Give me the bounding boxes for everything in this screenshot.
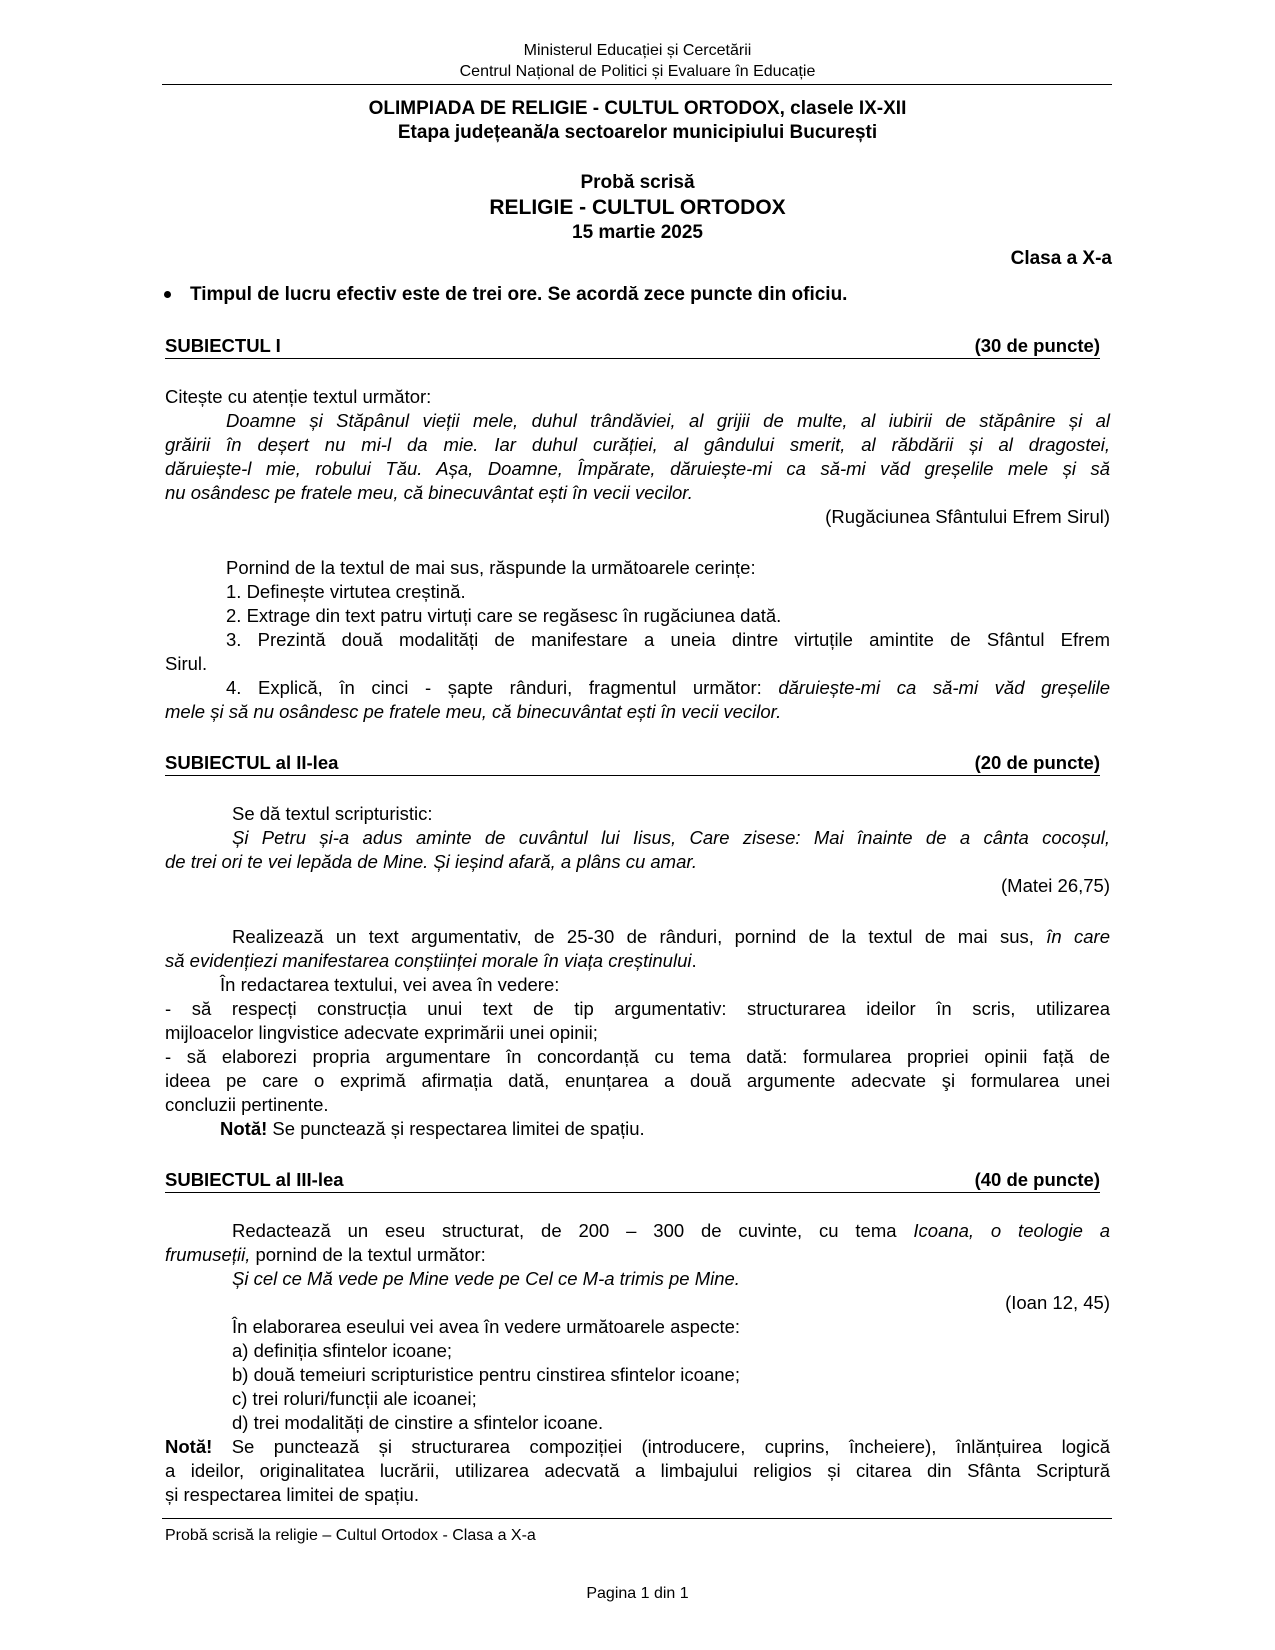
footer-text: Probă scrisă la religie – Cultul Ortodox - Clasa a X-a (165, 1527, 536, 1544)
subject-1-requirement-2: 2. Extrage din text patru virtuți care se regăsesc în rugăciunea dată. (226, 605, 782, 626)
subject-2-point-1: - să respecți construcția unui text de tip argumentativ: structurarea ideilor în scris, utilizarea (165, 998, 1110, 1019)
subject-2-task-text: Realizează un text argumentativ, de 25-30 de rânduri, pornind de la textul de mai sus, (232, 926, 1047, 947)
subject-2-points: (20 de puncte) (974, 752, 1100, 773)
subject-3-task-italic-2: frumuseții, (165, 1244, 251, 1265)
subject-1-points: (30 de puncte) (974, 335, 1100, 356)
subject-3-title: SUBIECTUL al III-lea (165, 1169, 344, 1190)
subject-2-note (220, 1117, 1110, 1141)
subject-3-aspects-intro: În elaborarea eseului vei avea în vedere următoarele aspecte: (232, 1316, 741, 1337)
subject-3-aspect-a: a) definiția sfintelor icoane; (232, 1340, 453, 1361)
subject-1-intro: Citește cu atenție textul următor: (165, 386, 432, 407)
stage-title: Etapa județeană/a sectoarelor municipiului București (397, 122, 878, 143)
subject-1-task-intro: Pornind de la textul de mai sus, răspunde la următoarele cerințe: (226, 557, 756, 578)
subject-2-task-cont (165, 949, 1110, 973)
olympiad-title: OLIMPIADA DE RELIGIE - CULTUL ORTODOX, clasele IX-XII (368, 98, 907, 119)
subject-3-aspect-c: c) trei roluri/funcții ale icoanei; (232, 1388, 477, 1409)
footer-divider (162, 1518, 1112, 1519)
subject-3-points: (40 de puncte) (974, 1169, 1100, 1190)
subject-3-task (232, 1219, 1110, 1243)
note-text: Se punctează și respectarea limitei de spațiu. (267, 1118, 645, 1139)
subject-1-requirement-4 (226, 676, 1110, 700)
subject-3-aspect-b: b) două temeiuri scripturistice pentru cinstirea sfintelor icoane; (232, 1364, 740, 1385)
subject-3-note (165, 1435, 1110, 1459)
subject-1-requirement-3: 3. Prezintă două modalități de manifestare a uneia dintre virtuțile amintite de Sfântul Efrem (226, 629, 1110, 650)
note-text: Se punctează și structurarea compoziției (introducere, cuprins, încheiere), înlănțuirea logică (212, 1436, 1110, 1457)
subject-2-task-italic-2: să evidențiezi manifestarea conștiinței morale în viața creștinului (165, 950, 692, 971)
subject-1-requirement-3-cont: Sirul. (165, 653, 208, 674)
note-label: Notă! (165, 1436, 213, 1457)
subject-3-heading (165, 1168, 1100, 1193)
time-instruction: Timpul de lucru efectiv este de trei ore. Se acordă zece puncte din oficiu. (190, 284, 848, 305)
subject-3-task-text: Redactează un eseu structurat, de 200 – 300 de cuvinte, cu tema (232, 1220, 914, 1241)
subject-1-requirement-4-cont: mele și să nu osândesc pe fratele meu, că binecuvântat ești în vecii vecilor. (165, 701, 782, 722)
subject-2-point-1-cont: mijloacelor lingvistice adecvate exprimării unei opinii; (165, 1022, 598, 1043)
bullet-icon (164, 291, 171, 298)
subject-2-quote-line: de trei ori te vei lepăda de Mine. Și ieșind afară, a plâns cu amar. (165, 851, 697, 872)
page-number: Pagina 1 din 1 (586, 1585, 689, 1602)
subject-1-heading (165, 334, 1100, 359)
subject-2-in-writing: În redactarea textului, vei avea în vedere: (220, 974, 560, 995)
subject-1-title: SUBIECTUL I (165, 335, 281, 356)
req4-text: 4. Explică, în cinci - șapte rânduri, fragmentul următor: (226, 677, 779, 698)
subject-2-intro: Se dă textul scripturistic: (232, 803, 433, 824)
ministry-name: Ministerul Educației și Cercetării (523, 42, 752, 59)
subject-3-source: (Ioan 12, 45) (1005, 1292, 1110, 1313)
evaluation-center-name: Centrul Național de Politici și Evaluare în Educație (459, 63, 816, 80)
subject-3-note-cont: și respectarea limitei de spațiu. (165, 1484, 419, 1505)
subject-1-source: (Rugăciunea Sfântului Efrem Sirul) (825, 506, 1110, 527)
subject-2-title: SUBIECTUL al II-lea (165, 752, 339, 773)
subject-2-heading (165, 751, 1100, 776)
req4-italic: dăruiește-mi ca să-mi văd greșelile (778, 677, 1110, 698)
subject-1-quote-line: grăirii în deșert nu mi-l da mie. Iar duhul curăției, al gândului smerit, al răbdării și al dragostei, (165, 434, 1110, 455)
exam-type: Probă scrisă (580, 172, 695, 193)
subject-1-quote-line: dăruiește-l mie, robului Tău. Așa, Doamne, Împărate, dăruiește-mi ca să-mi văd greșelile mele și să (165, 458, 1110, 479)
subject-3-aspect-d: d) trei modalități de cinstire a sfintelor icoane. (232, 1412, 604, 1433)
subject-2-quote-line: Și Petru și-a adus aminte de cuvântul lui Iisus, Care zisese: Mai înainte de a cânta cocoșul, (232, 827, 1110, 848)
subject-1-quote-line: nu osândesc pe fratele meu, că binecuvântat ești în vecii vecilor. (165, 482, 693, 503)
subject-3-task-cont (165, 1243, 1110, 1267)
subject-3-task-end: pornind de la textul următor: (250, 1244, 486, 1265)
subject-title: RELIGIE - CULTUL ORTODOX (489, 196, 786, 219)
header-divider (162, 84, 1112, 85)
subject-2-task-end: . (691, 950, 697, 971)
subject-2-point-2-cont: concluzii pertinente. (165, 1094, 329, 1115)
exam-date: 15 martie 2025 (572, 222, 703, 243)
subject-1-quote-line: Doamne și Stăpânul vieții mele, duhul trândăviei, al grijii de multe, al iubirii de stăpânire și al (226, 410, 1110, 431)
subject-3-task-italic: Icoana, o teologie a (913, 1220, 1110, 1241)
subject-2-point-2: - să elaborezi propria argumentare în concordanță cu tema dată: formularea propriei opinii față de (165, 1046, 1110, 1067)
subject-2-task-italic: în care (1046, 926, 1110, 947)
subject-2-point-2-cont: ideea pe care o exprimă afirmația dată, enunțarea a două argumente adecvate şi formularea unei (165, 1070, 1110, 1091)
subject-3-note-cont: a ideilor, originalitatea lucrării, utilizarea adecvată a limbajului religios și citarea din Sfânta Scriptură (165, 1460, 1110, 1481)
class-label: Clasa a X-a (1010, 248, 1112, 269)
note-label: Notă! (220, 1118, 268, 1139)
subject-1-requirement-1: 1. Definește virtutea creștină. (226, 581, 466, 602)
subject-2-task (232, 925, 1110, 949)
subject-2-source: (Matei 26,75) (1001, 875, 1110, 896)
subject-3-quote: Și cel ce Mă vede pe Mine vede pe Cel ce M-a trimis pe Mine. (232, 1268, 740, 1289)
